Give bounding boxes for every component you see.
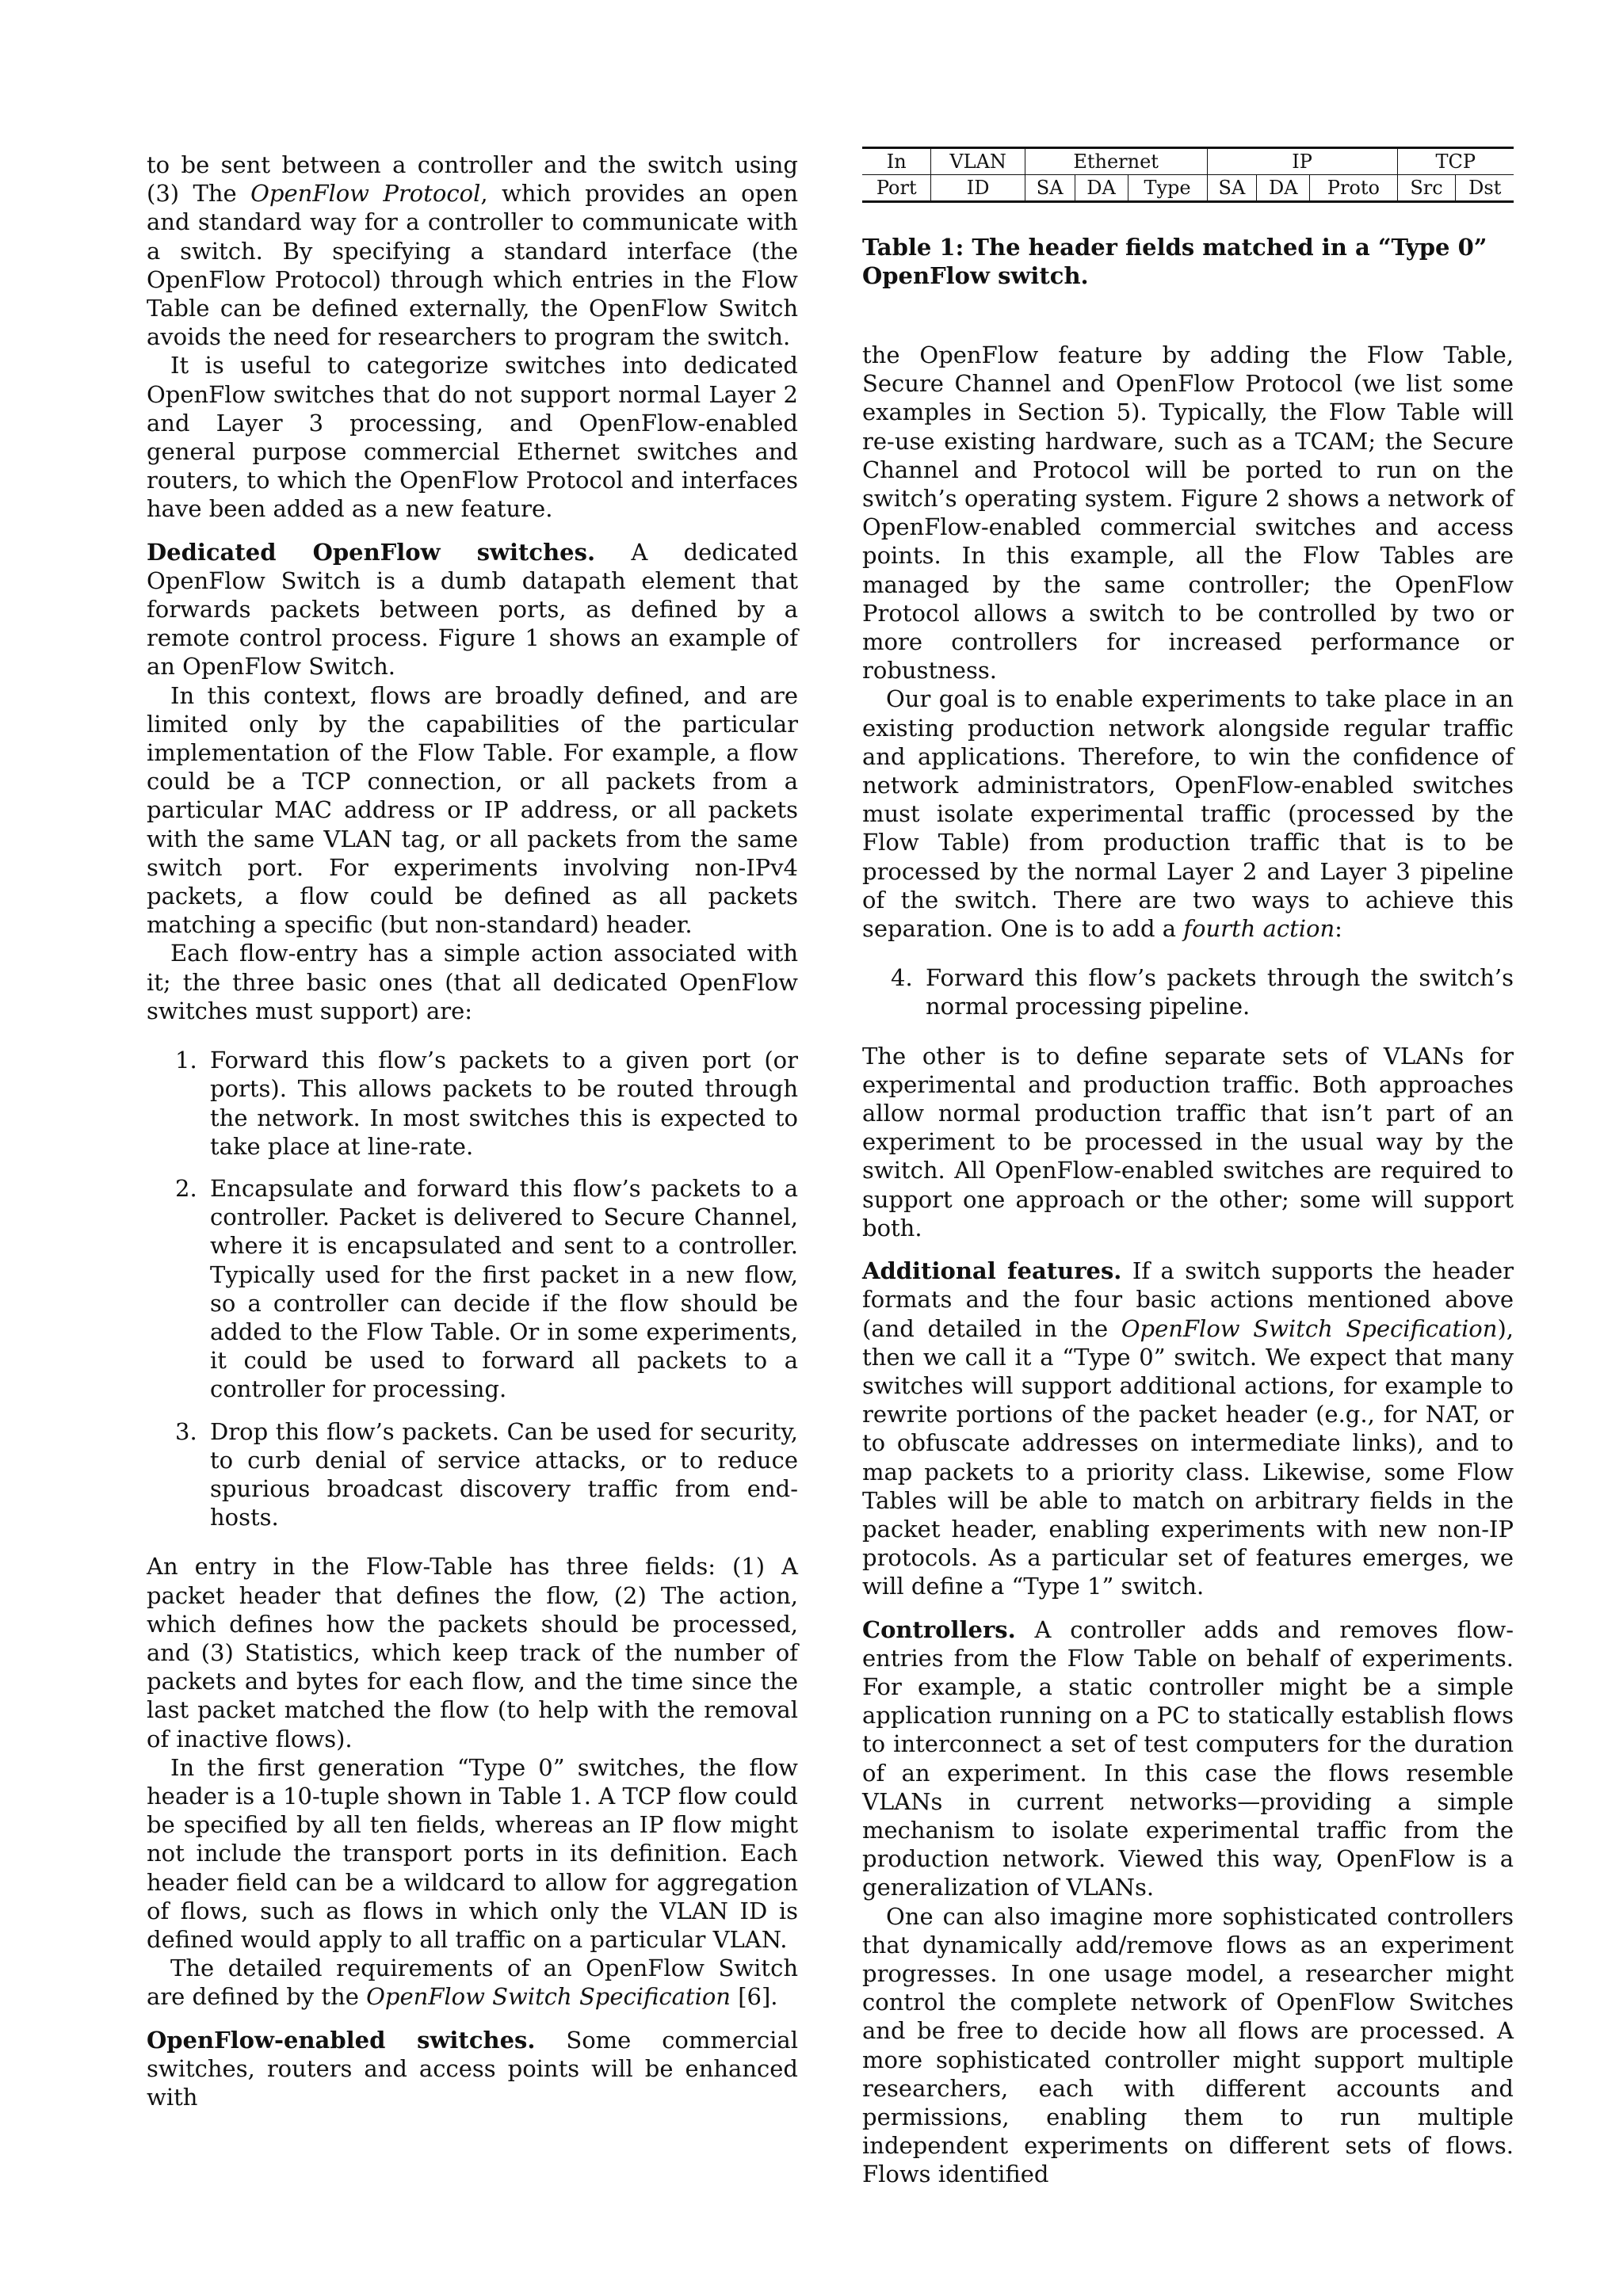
text: : [1335,915,1342,943]
paragraph: the OpenFlow feature by adding the Flow Table, Secure Channel and OpenFlow Protocol (we list some examples in Section 5). Typically, the Flow Table will re-use existing hardware, such as a TCAM; the Secure Channel and Protocol will be ported to run on the switch’s operating system. Figure 2 shows a network of OpenFlow-enabled commercial switches and access points. In this example, all the Flow Tables are managed by the same controller; the OpenFlow Protocol allows a switch to be controlled by two or more controllers for increased performance or robustness. [862,341,1514,685]
table-cell: ID [931,175,1025,202]
list-number: 3. [175,1417,197,1445]
table-row [862,148,1514,175]
paragraph [147,538,798,681]
table-cell: In [862,148,931,175]
text: A dedicated OpenFlow Switch is a dumb datapath element that forwards packets between ports, as defined by a remote control process. Figure 1 shows an example of an OpenFlow Switch. [147,538,799,681]
paragraph: In the first generation “Type 0” switches, the flow header is a 10-tuple shown in Table 1. A TCP flow could be specified by all ten fields, whereas an IP flow might not include the transport ports in its definition. Each header field can be a wildcard to allow for aggregation of flows, such as flows in which only the VLAN ID is defined would apply to all traffic on a particular VLAN. [147,1753,798,1953]
italic-term: OpenFlow Protocol [250,180,481,208]
header-fields-table [862,147,1514,203]
text: to be sent between a controller and the switch using (3) The [147,151,798,208]
left-column [147,151,798,2111]
paragraph [862,1615,1514,1902]
table-cell: IP [1207,148,1397,175]
list-text: Encapsulate and forward this flow’s packets to a controller. Packet is delivered to Secure Channel, where it is encapsulated and sent to a controller. Typically used for the first packet in a new flow, so a controller can decide if the flow should be added to the Flow Table. Or in some experiments, it could be used to forward all packets to a controller for processing. [210,1174,798,1403]
list-text: Drop this flow’s packets. Can be used for security, to curb denial of service attacks, or to reduce spurious broadcast discovery traffic from end-hosts. [210,1417,798,1531]
table-cell: Dst [1456,175,1514,202]
list-item [147,1174,798,1404]
paragraph: One can also imagine more sophisticated controllers that dynamically add/remove flows as an experiment progresses. In one usage model, a researcher might control the complete network of OpenFlow Switches and be free to decide how all flows are processed. A more sophisticated controller might support multiple researchers, each with different accounts and permissions, enabling them to run multiple independent experiments on different sets of flows. Flows identified [862,1902,1514,2188]
paragraph [862,1257,1514,1600]
paragraph: In this context, flows are broadly defined, and are limited only by the capabilities of the particular implementation of the Flow Table. For example, a flow could be a TCP connection, or all packets from a particular MAC address or IP address, or all packets with the same VLAN tag, or all packets from the same switch port. For experiments involving non-IPv4 packets, a flow could be defined as all packets matching a specific (but non-standard) header. [147,681,798,939]
text: If a switch supports the header formats and the four basic actions mentioned above (and detailed in the [862,1257,1514,1342]
table-cell: TCP [1397,148,1514,175]
list-number: 2. [175,1174,197,1202]
table-cell: SA [1025,175,1075,202]
paragraph [147,151,798,351]
table-cell: Proto [1310,175,1397,202]
paragraph: The other is to define separate sets of VLANs for experimental and production traffic. Both approaches allow normal production traffic that isn’t part of an experiment to be processed in the usual way by the switch. All OpenFlow-enabled switches are required to support one approach or the other; some will support both. [862,1042,1514,1241]
list-item [862,963,1514,1020]
table-caption: Table 1: The header fields matched in a “Type 0” OpenFlow switch. [862,234,1487,289]
text: Some commercial switches, routers and access points will be enhanced with [147,2026,798,2111]
italic-term: fourth action [1183,915,1335,943]
text: A controller adds and removes flow-entries from the Flow Table on behalf of experiments. For example, a static controller might be a simple application running on a PC to statically establish flows to interconnect a set of test computers for the duration of an experiment. In this case the flows resemble VLANs in current networks—providing a simple mechanism to isolate experimental traffic from the production network. Viewed this way, OpenFlow is a generalization of VLANs. [862,1615,1514,1901]
action-list [147,1046,798,1531]
italic-term: OpenFlow Switch Specification [366,1983,731,2011]
fourth-action-list [862,963,1514,1020]
list-text: Forward this flow’s packets to a given port (or ports). This allows packets to be routed through the network. In most switches this is expected to take place at line-rate. [210,1047,798,1160]
list-item [147,1417,798,1532]
table-cell: Port [862,175,931,202]
paragraph [862,685,1514,943]
paragraph [147,2026,798,2112]
paragraph: Each flow-entry has a simple action associated with it; the three basic ones (that all dedicated OpenFlow switches must support) are: [147,940,798,1024]
table-cell: DA [1075,175,1128,202]
paragraph: An entry in the Flow-Table has three fields: (1) A packet header that defines the flow, (2) The action, which defines how the packets should be processed, and (3) Statistics, which keep track of the number of packets and bytes for each flow, and the time since the last packet matched the flow (to help with the removal of inactive flows). [147,1553,798,1753]
table-cell: Src [1397,175,1456,202]
text: , which provides an open and standard way for a controller to communicate with a switch. By specifying a standard interface (the OpenFlow Protocol) through which entries in the Flow Table can be defined externally, the OpenFlow Switch avoids the need for researchers to program the switch. [147,180,798,351]
right-column [862,147,1514,2189]
paragraph: It is useful to categorize switches into dedicated OpenFlow switches that do not support normal Layer 2 and Layer 3 processing, and OpenFlow-enabled general purpose commercial Ethernet switches and routers, to which the OpenFlow Protocol and interfaces have been added as a new feature. [147,352,798,523]
table-cell: SA [1207,175,1257,202]
section-heading-enabled: OpenFlow-enabled switches. [147,2026,536,2054]
italic-term: OpenFlow Switch Specification [1121,1314,1498,1342]
table-cell: Type [1128,175,1207,202]
text: The detailed requirements of an OpenFlow Switch are defined by the [147,1955,798,2011]
text: ), then we call it a “Type 0” switch. We expect that many switches will support additional actions, for example to rewrite portions of the packet header (e.g., for NAT, or to obfuscate addresses on intermediate links), and to map packets to a priority class. Likewise, some Flow Tables will be able to match on arbitrary fields in the packet header, enabling experiments with new non-IP protocols. As a particular set of features emerges, we will define a “Type 1” switch. [862,1314,1514,1600]
table-cell: Ethernet [1025,148,1207,175]
list-item [147,1046,798,1161]
section-heading-dedicated: Dedicated OpenFlow switches. [147,538,596,566]
text: Our goal is to enable experiments to take place in an existing production network alongside regular traffic and applications. Therefore, to win the confidence of network administrators, OpenFlow-enabled switches must isolate experimental traffic (processed by the Flow Table) from production traffic that is to be processed by the normal Layer 2 and Layer 3 pipeline of the switch. There are two ways to achieve this separation. One is to add a [862,685,1514,943]
text: [6]. [731,1983,778,2011]
table-row [862,175,1514,202]
paragraph [147,1954,798,2011]
table-cell: VLAN [931,148,1025,175]
section-heading-additional: Additional features. [862,1257,1122,1285]
table-cell: DA [1257,175,1310,202]
list-number: 4. [891,964,913,992]
list-number: 1. [175,1047,197,1074]
section-heading-controllers: Controllers. [862,1615,1016,1643]
list-text: Forward this flow’s packets through the switch’s normal processing pipeline. [926,964,1514,1020]
